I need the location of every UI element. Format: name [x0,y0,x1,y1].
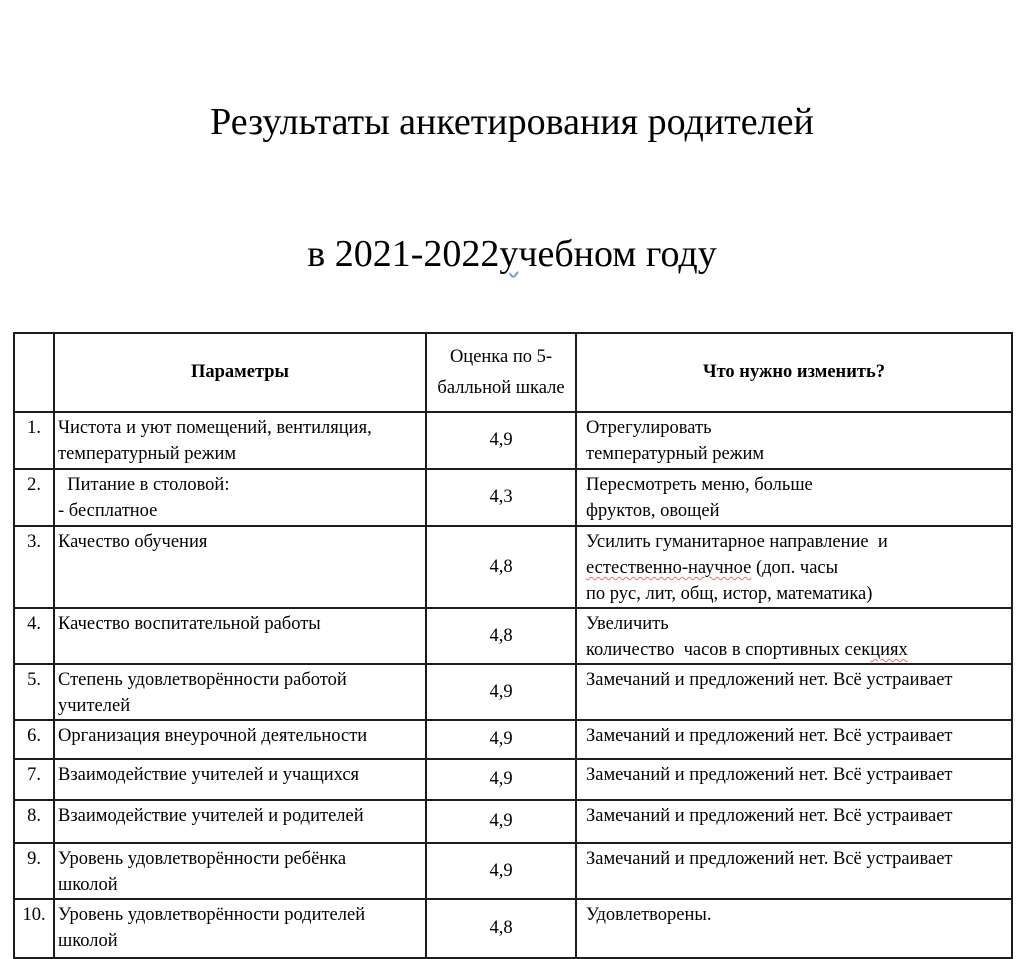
parameter-cell [54,899,426,958]
change-cell [576,608,1012,664]
change-cell [576,899,1012,958]
survey-results-table [13,332,1013,959]
misspelled-word: циях [870,640,908,660]
table-row [14,469,1012,526]
change-line: Замечаний и предложений нет. Всё устраивает [586,849,953,869]
parameter-cell [54,800,426,843]
parameter-cell [54,843,426,899]
change-line-text: количество часов в спортивных сек [586,640,871,660]
row-number: 8. [14,800,54,843]
grammar-marked-letter: у [499,233,519,275]
parameter-cell [54,469,426,526]
parameter-cell [54,526,426,608]
change-cell [576,526,1012,608]
parameter-cell [54,720,426,759]
table-row [14,412,1012,469]
parameter-line: Организация внеурочной деятельности [58,726,368,746]
change-cell [576,720,1012,759]
score-cell: 4,9 [426,800,576,843]
table-row [14,720,1012,759]
row-number: 10. [14,899,54,958]
change-line: Усилить гуманитарное направление и [586,532,888,552]
parameter-line: температурный режим [58,444,237,464]
row-number: 7. [14,759,54,800]
change-line: Замечаний и предложений нет. Всё устраивает [586,765,953,785]
score-cell: 4,3 [426,469,576,526]
parameter-line: Взаимодействие учителей и учащихся [58,765,360,785]
table-row [14,800,1012,843]
change-line-text: (доп. часы [751,558,839,578]
change-cell [576,412,1012,469]
change-line: Замечаний и предложений нет. Всё устраивает [586,726,953,746]
score-cell: 4,9 [426,664,576,720]
parameter-cell [54,412,426,469]
table-row [14,526,1012,608]
change-line: Отрегулировать [586,418,712,438]
parameter-line: Степень удовлетворённости работой [58,670,347,690]
row-number: 2. [14,469,54,526]
title-line-2-text: в 2021-2022 [307,233,500,275]
parameter-line: Чистота и уют помещений, вентиляция, [58,418,372,438]
row-number: 1. [14,412,54,469]
score-cell: 4,8 [426,608,576,664]
title-line-1: Результаты анкетирования родителей [210,101,814,143]
change-line [586,637,1007,663]
parameter-line: Питание в столовой: [58,475,230,495]
table-row [14,759,1012,800]
change-line: фруктов, овощей [586,501,720,521]
change-line: температурный режим [586,444,765,464]
row-number: 6. [14,720,54,759]
score-cell: 4,9 [426,720,576,759]
score-cell: 4,8 [426,526,576,608]
header-changes-cell: Что нужно изменить? [576,333,1012,412]
header-score-line: Оценка по 5- [449,346,553,367]
row-number: 3. [14,526,54,608]
parameter-line: учителей [58,696,131,716]
misspelled-word: естественно-научное [586,558,752,578]
change-line: Замечаний и предложений нет. Всё устраивает [586,806,953,826]
change-line: Пересмотреть меню, больше [586,475,813,495]
change-line [586,555,1007,581]
header-score-line: балльной шкале [437,377,565,398]
document-title [0,12,1024,320]
parameter-cell [54,608,426,664]
parameter-line: Качество воспитательной работы [58,614,321,634]
parameter-line: Уровень удовлетворённости ребёнка [58,849,347,869]
parameter-cell [54,759,426,800]
change-line: Увеличить [586,614,669,634]
parameter-line: Взаимодействие учителей и родителей [58,806,364,826]
title-line-2 [0,232,1024,276]
change-cell [576,843,1012,899]
row-number: 9. [14,843,54,899]
row-number: 5. [14,664,54,720]
table-row [14,664,1012,720]
score-cell: 4,9 [426,759,576,800]
score-cell: 4,9 [426,843,576,899]
change-line: Замечаний и предложений нет. Всё устраивает [586,670,953,690]
parameter-line: школой [58,931,118,951]
parameter-line: - бесплатное [58,501,158,521]
change-line: по рус, лит, общ, истор, математика) [586,584,873,604]
parameter-cell [54,664,426,720]
row-number: 4. [14,608,54,664]
change-cell [576,469,1012,526]
table-row [14,843,1012,899]
change-line: Удовлетворены. [586,905,712,925]
parameter-line: Уровень удовлетворённости родителей [58,905,366,925]
table-header-row [14,333,1012,412]
change-cell [576,664,1012,720]
header-score-cell [426,333,576,412]
table-row [14,899,1012,958]
table-row [14,608,1012,664]
change-cell [576,800,1012,843]
parameter-line: школой [58,875,118,895]
header-parameters-cell: Параметры [54,333,426,412]
title-line-2-text: чебном году [518,233,717,275]
change-cell [576,759,1012,800]
score-cell: 4,9 [426,412,576,469]
score-cell: 4,8 [426,899,576,958]
parameter-line: Качество обучения [58,532,208,552]
header-number-cell [14,333,54,412]
